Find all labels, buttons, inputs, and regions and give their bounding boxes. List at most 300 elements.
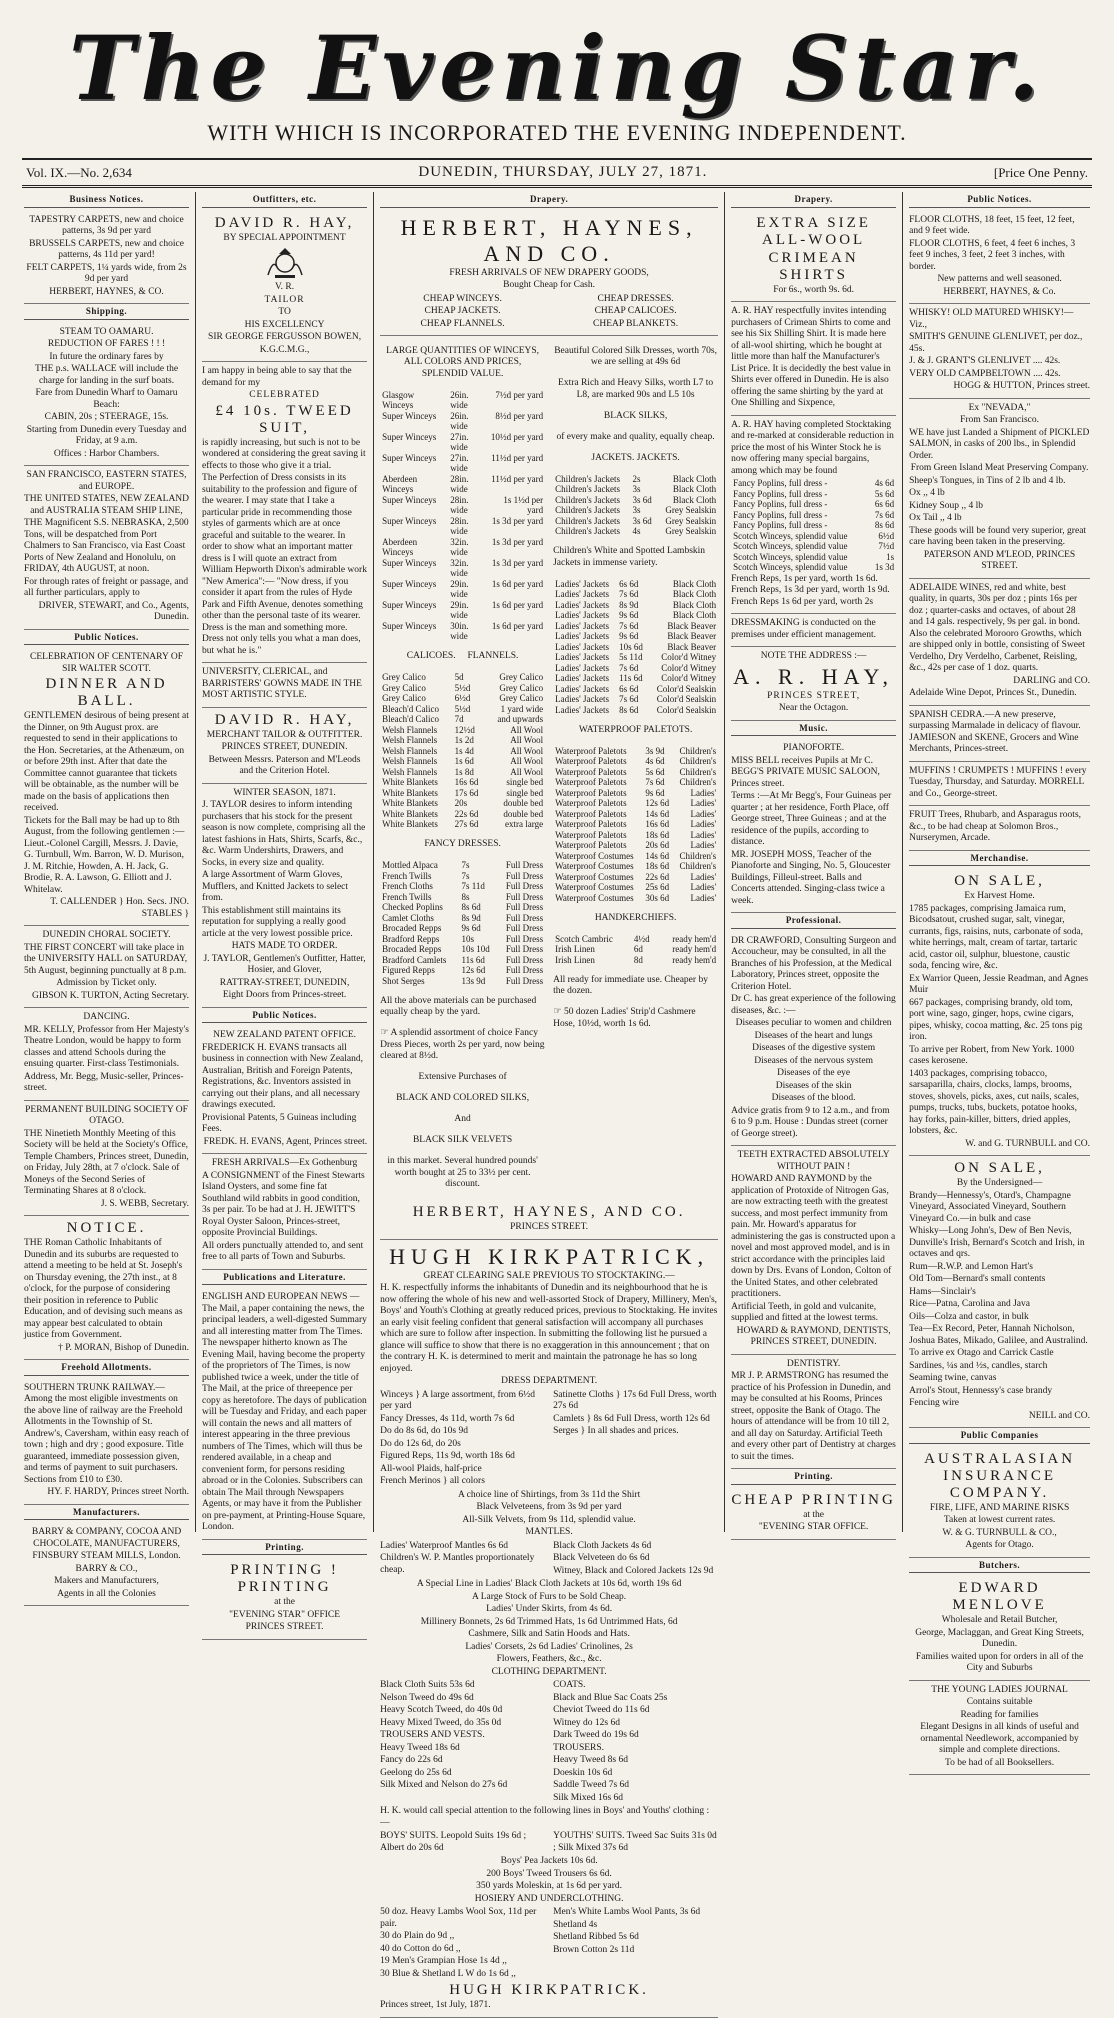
column-3 [374,192,725,2010]
table-cell: 1s 6d per yard [491,620,544,631]
ad-line: Black and Blue Sac Coats 25s [553,1692,668,1703]
table-cell: Checked Poplins [382,902,443,912]
table-cell: Full Dress [505,891,544,902]
table-cell: ready hem'd [672,954,717,965]
table-cell: 7d [454,714,464,724]
table-row [553,652,718,663]
table-cell: All Wool [510,756,544,766]
table-row [380,923,545,934]
ad-line: Men's White Lambs Wool Pants, 3s 6d [553,1907,701,1917]
ad-line: MUFFINS ! CRUMPETS ! MUFFINS ! every Tuesday, Thursday, and Saturday. MORRELL and Co., George-street. [909,765,1087,799]
ad-line: And [454,1114,471,1124]
table-cell: 25s 6d [645,882,670,892]
ad-line: BOYS' SUITS. Leopold Suits 19s 6d ; Albert do 20s 6d [380,1831,527,1853]
crawford-ad [731,932,896,1147]
table-cell: All Wool [510,766,544,777]
ad-line: J. TAYLOR, Gentlemen's Outfitter, Hatter, Hosier, and Glover, [203,953,366,975]
table-cell: ready hem'd [672,944,717,954]
ad-line: Whisky—Long John's, Dew of Ben Nevis, Dunville's Irish, Bernard's Scotch and Irish, in octaves and qrs. [909,1226,1085,1259]
boys-list [380,1830,718,1855]
table-cell: All Wool [510,724,544,735]
table-cell: 5s 6d [645,766,665,777]
table-cell: 8s 6d [874,520,895,530]
table-cell: 6½d [878,530,895,541]
table-cell: 11s 6d [461,954,485,965]
ad-line: Ladies' Corsets, 2s 6d Ladies' Crinolines, 2s [465,1641,633,1652]
table-row [553,798,718,809]
table-cell: Scotch Winceys, splendid value [733,562,848,572]
table-cell: Full Dress [505,944,544,954]
ad-line: ENGLISH AND EUROPEAN NEWS —The Mail, a paper containing the news, the principal leaders, a well-digested Summary and all interesting matter from The Times. The newspaper hitherto known as The Evening Mail, having become the property of the proprietors of The Times, is now published twice a week, under the title of The Mail, at the price of threepence per copy as heretofore. The days of publication will be Tuesday and Friday, and each paper will contain the news and all matters of interest appearing in the three previous numbers of The Times, which will thus be rendered available, in a cheap and convenient form, for persons residing abroad or in the Colonies. Subscribers can obtain The Mail through Newspapers Agents, or may have it from the Publisher on pre-payment, at Printing-House Square, London. [202,1292,367,1532]
column-1 [18,192,196,1599]
ad-line: NEW ZEALAND PATENT OFFICE. [213,1030,356,1040]
ad-line: Makers and Manufacturers, [54,1576,159,1586]
table-cell: Ladies' Jackets [555,620,609,631]
table-row [553,851,718,862]
butcher-ad [909,1576,1090,1681]
ad-line: Ladies' Under Skirts, from 4s 6d. [486,1604,613,1614]
table-cell: Children's Jackets [555,526,620,536]
table-row [380,860,545,871]
section-heading: Drapery. [380,194,718,208]
barry-ad [24,1523,189,1606]
ad-line: CLOTHING DEPARTMENT. [491,1666,607,1677]
san-francisco-ad [24,466,189,630]
table-row [380,600,545,621]
table-cell: Super Winceys [382,578,437,589]
table-row [553,600,718,611]
table-row [731,531,896,542]
ad-line: Address, Mr. Begg, Music-seller, Princes-street. [24,1071,184,1093]
table-row [380,955,545,966]
ad-line: Oils—Colza and castor, in bulk [909,1311,1029,1322]
table-row [553,893,718,904]
table-cell: 11½d per yard [491,473,544,484]
ad-line: PRINCES STREET. [245,1622,324,1632]
ad-line: Diseases peculiar to women and children [735,1018,892,1028]
ad-line: All ready for immediate use. Cheaper by the dozen. [553,974,708,996]
table-row [553,705,718,716]
table-cell: 1 yard wide [500,703,544,714]
table-cell: Super Winceys [382,431,437,442]
table-row [731,499,896,510]
table-cell: 3s 6d [632,494,652,505]
ad-line: Rum—R.W.P. and Lemon Hart's [909,1261,1033,1272]
table-row [380,704,545,715]
table-cell: Ladies' Jackets [555,652,609,662]
table-cell: 5s 11d [619,652,643,662]
table-cell: Black Beaver [667,631,717,641]
table-cell: Color'd Sealskin [656,683,717,694]
table-cell: Scotch Winceys, splendid value [733,530,848,541]
table-cell: 11s 6d [619,673,643,683]
ad-line: Agents in all the Colonies [57,1588,156,1599]
table-cell: 7s 6d [619,589,639,599]
table-row [380,965,545,976]
teeth-ad [731,1146,896,1355]
table-cell: Scotch Winceys, splendid value [733,551,848,562]
calicoes-heading: CALICOES. [406,651,456,661]
ad-line: HANDKERCHIEFS. [594,912,677,923]
ad-line: A Special Line in Ladies' Black Cloth Jackets at 10s 6d, worth 19s 6d [416,1579,682,1589]
ad-line: PATERSON AND M'LEOD, PRINCES STREET. [923,549,1076,571]
ad-line: A large Assortment of Warm Gloves, Mufflers, and Knitted Jackets to select from. [202,870,349,903]
ad-line: For through rates of freight or passage, and all further particulars, apply to [24,576,189,598]
ad-line: FRUIT Trees, Rhubarb, and Asparagus roots, &c., to be had cheap at Solomon Bros., Nurserymen, Arcade. [909,810,1082,843]
table-cell: Black Beaver [667,641,717,652]
ad-line: HERBERT, HAYNES, & CO. [49,286,164,297]
table-cell: Super Winceys [382,620,437,631]
ad-line: MANTLES. [525,1527,573,1537]
table-cell: Welsh Flannels [382,724,438,735]
table-row [380,495,545,516]
table-cell: Ladies' Jackets [555,641,609,652]
ad-line: All-wool Plaids, half-price [380,1463,482,1474]
ad-line: THE UNITED STATES, NEW ZEALAND and AUSTRALIA STEAM SHIP LINE, [24,494,190,516]
table-row [380,913,545,924]
ad-line: CHEAP JACKETS. [424,306,501,316]
ad-line: Silk Mixed 16s 6d [553,1792,624,1803]
table-row [553,673,718,684]
crimean-shirts-ad [731,211,896,303]
ad-line: TO [278,307,291,317]
table-cell: 18s 6d [645,829,670,840]
table-cell: 1s [886,551,895,562]
table-cell: 16s 6d [454,777,479,787]
ad-line: CRIMEAN SHIRTS [768,249,859,283]
table-cell: Scotch Winceys, splendid value [733,541,848,551]
ad-line: SMITH'S GENUINE GLENLIVET, per doz., 45s. [909,332,1083,354]
ad-line: CELEBRATED [249,390,320,400]
table-cell: Children's [679,861,717,871]
dressmaking-ad [731,614,896,647]
table-cell: 14s 6d [645,850,670,861]
table-row [380,798,545,809]
table-row [731,478,896,489]
ad-line: WINTER SEASON, 1871. [233,787,336,798]
table-row [553,955,718,966]
table-cell: Ladies' Jackets [555,610,609,620]
clothing-list [380,1679,718,1805]
ad-line: CHEAP WINCEYS. [423,293,502,304]
patent-office-ad [202,1026,367,1154]
table-cell: Color'd Sealskin [656,704,717,715]
table-cell: Children's [679,745,717,756]
ad-line: Cashmere, Silk and Satin Hoods and Hats. [468,1629,630,1639]
tweed-suit-ad [202,362,367,663]
table-cell: 29in. wide [450,599,469,620]
table-row [553,642,718,653]
ad-line: French Reps, 1s per yard, worth 1s 6d. French Reps, 1s 3d per yard, worth 1s 9d. French Reps 1s 6d per yard, worth 2s [731,573,890,607]
printing-ad [202,1558,367,1640]
gowns-ad [202,663,367,708]
table-row [380,672,545,683]
section-heading: Publications and Literature. [202,1272,367,1286]
section-heading: Music. [731,723,896,737]
ad-line: Witney, Black and Colored Jackets 12s 9d [553,1565,714,1576]
table-cell: Color'd Witney [661,652,717,662]
table-cell: Waterproof Costumes [555,892,634,903]
table-cell: 7s 6d [645,777,665,787]
table-cell: 10s [461,933,475,944]
table-cell: 29in. wide [450,578,469,599]
table-cell: 3s 6d [632,515,652,526]
table-row [553,819,718,830]
table-cell: 32in. wide [450,536,469,557]
table-row [380,516,545,537]
table-cell: Color'd Sealskin [656,694,717,704]
table-cell: Bleach'd Calico [382,703,439,714]
table-row [380,432,545,453]
herbert-haynes-signature [380,1200,718,1240]
flannels-heading: FLANNELS. [467,651,519,661]
table-cell: Ladies' Jackets [555,599,609,610]
ad-line: George, Maclaggan, and Great King Streets, Dunedin. [915,1627,1084,1649]
table-cell: Ladies' [690,819,717,829]
table-cell: Super Winceys [382,410,437,421]
whisky-ad [909,304,1090,399]
table-cell: Grey Sealskin [665,526,717,536]
section-heading: Merchandise. [909,853,1090,867]
ad-line: DUNEDIN CHORAL SOCIETY. [42,930,171,940]
ad-line: at the [803,1509,825,1520]
table-row [380,809,545,820]
ad-line: TROUSERS. [553,1742,605,1753]
ad-line: of every make and quality, equally cheap. [556,431,715,442]
ad-line: Brown Cotton 2s 11d [553,1944,635,1955]
section-heading: Public Notices. [909,194,1090,208]
table-cell: Fancy Poplins, full dress - [733,488,828,499]
cheap-list [380,293,718,332]
section-heading: Printing. [202,1542,367,1556]
table-cell: White Blankets [382,819,438,829]
ad-line: Boys' Pea Jackets 10s 6d. [500,1856,598,1866]
ad-line: PERMANENT BUILDING SOCIETY OF OTAGO. [25,1104,188,1126]
taylor-ad [202,784,367,1008]
ad-line: Tickets for the Ball may be had up to 8th August, from the following gentlemen :— Lieut.-Colonel Cargill, Messrs. J. Davie, G. Turnbull, Wm. Barron, W. D. Murison, J. M. Ritchie, Howden, A. H. Jack, G. Brodie, R. A. Lawson, G. Elliott and J. Whitelaw. [24,815,185,895]
ad-line: Hams—Sinclair's [909,1286,976,1297]
table-cell: 28in. wide [450,473,469,494]
ad-line: Saddle Tweed 7s 6d [553,1780,630,1790]
ad-line: DRESSMAKING is conducted on the premises under efficient management. [731,618,877,640]
ad-line: 30 Blue & Shetland L W do 1s 6d ,, [380,1968,516,1979]
ad-line [380,651,545,663]
table-row [380,537,545,558]
table-row [553,944,718,955]
table-cell: Grey Calico [382,672,426,682]
table-cell: Waterproof Paletots [555,829,627,840]
table-cell: Super Winceys [382,599,437,610]
table-cell: 6d [633,944,643,954]
table-cell: Welsh Flannels [382,766,438,777]
ad-line: Offices : Harbor Chambers. [53,448,160,459]
table-cell: 7s 6d [619,662,639,673]
ad-line: FRESH ARRIVALS—Ex Gothenburg [211,1158,358,1168]
price-table [380,860,545,986]
ad-line: Do do 12s 6d, do 20s [380,1438,461,1449]
table-row [380,735,545,746]
table-row [380,777,545,788]
table-cell: Black Beaver [667,620,717,631]
table-cell: Full Dress [505,923,544,933]
ad-line: Witney do 12s 6d [553,1717,620,1728]
table-cell: Full Dress [505,881,544,891]
table-row [553,872,718,883]
table-cell: 9s 6d [461,923,481,933]
table-cell: Welsh Flannels [382,756,438,766]
table-cell: 32in. wide [450,557,469,578]
section-heading: Public Companies [909,1430,1090,1444]
table-cell: French Twills [382,891,432,902]
table-cell: Full Dress [505,870,544,881]
table-cell: 4s 6d [874,478,895,488]
table-cell: Children's [679,850,717,861]
ad-line: FRESH ARRIVALS OF NEW DRAPERY GOODS, [449,267,649,278]
column-5 [903,192,1096,1768]
table-cell: Ladies' [690,787,717,798]
table-cell: 5½d [454,703,471,714]
table-cell: Black Cloth [672,473,717,484]
ad-line: These goods will be found very superior, great care having been taken in the preserving. [909,525,1087,547]
table-cell: Waterproof Costumes [555,882,634,892]
ad-line: Provisional Patents, 5 Guineas including Fees. [202,1112,357,1134]
table-cell: Grey Calico [499,672,544,682]
table-cell: Waterproof Paletots [555,808,627,819]
table-cell: Brocaded Repps [382,923,442,933]
ad-line: Ox ,, 4 lb [909,488,945,498]
table-cell: Children's Jackets [555,473,620,484]
column-2 [196,192,374,1632]
ad-line: W. and G. TURNBULL and CO. [965,1138,1090,1149]
table-cell: Shot Serges [382,975,425,986]
ad-line: A CONSIGNMENT of the Finest Stewarts Island Oysters, and some fine fat Southland wild rabbits in good condition, 3s per pair. To be had at J. H. JEWITT'S Royal Oyster Saloon, Princes-street, opposite Provincial Buildings. [202,1170,365,1238]
table-row [553,809,718,820]
ad-line: Diseases of the eye [777,1068,851,1078]
table-row [553,840,718,851]
table-row [553,516,718,527]
ad-line: Fare from Dunedin Wharf to Oamaru Beach: [35,388,178,410]
ad-line: DINNER AND BALL. [45,676,168,709]
price-table [731,478,896,573]
table-cell: Camlet Cloths [382,912,434,923]
ad-line: TAPESTRY CARPETS, new and choice patterns, 3s 9d per yard [29,214,184,236]
table-cell: 27in. wide [450,452,469,473]
pianoforte-ad [731,739,896,913]
ad-line: Near the Octagon. [778,703,849,713]
table-cell: Irish Linen [555,944,595,954]
ad-line: VERY OLD CAMPBELTOWN .... 42s. [909,368,1061,379]
ad-line: THE Roman Catholic Inhabitants of Dunedin and its suburbs are requested to attend a meeting to be held at St. Joseph's on Thursday evening, the 27th inst., at 8 o'clock, for the purpose of considering their position in reference to Public Education, and of devising such means as may appear best calculated to obtain justice from Government. [24,1238,183,1340]
ad-line: Bought Cheap for Cash. [503,280,595,290]
table-cell: Waterproof Paletots [555,777,627,787]
ad-line: Contains suitable [966,1697,1033,1707]
dentistry-ad [731,1355,896,1470]
table-cell: French Cloths [382,881,433,891]
section-heading: Public Notices. [202,1010,367,1024]
table-row [553,579,718,590]
table-row [380,976,545,987]
drapery-tables [380,336,718,1200]
table-cell: Bleach'd Calico [382,714,439,724]
ad-line: HOSIERY AND UNDERCLOTHING. [474,1893,624,1904]
table-row [553,663,718,674]
table-cell: 27s 6d [454,819,479,829]
table-cell: 30in. wide [450,620,469,641]
ad-line: A. R. HAY respectfully invites intending purchasers of Crimean Shirts to come and see his Six Shilling Shirt. It is made here of all-wool shirting, which he bought at little more than half the Manufacturer's List Price. It is decidedly the best value in Shirts ever offered in Dunedin. He is also offering the same shirting by the yard at One Shilling and Sixpence, [731,306,891,408]
ad-line: HUGH KIRKPATRICK. [449,1982,649,1998]
table-cell: 26in. wide [450,389,469,410]
table-cell: 3s [632,505,641,515]
ad-line: DRESS DEPARTMENT. [501,1376,598,1386]
table-cell: 6s 6d [619,683,639,694]
price-table [380,672,545,830]
ad-line: BRUSSELS CARPETS, new and choice patterns, 4s 11d per yard! [29,238,184,260]
ad-line: Black Velveteens, from 3s 9d per yard [476,1502,622,1512]
section-heading: Shipping. [24,306,189,320]
ladies-journal-ad [909,1681,1090,1776]
ad-line: Kidney Soup ,, 4 lb [909,500,984,511]
table-cell: Waterproof Paletots [555,798,627,808]
table-cell: French Twills [382,870,432,881]
table-cell: 8s 9d [461,912,481,923]
table-cell: 7s [461,870,470,881]
table-cell: White Blankets [382,777,438,787]
table-cell: Grey Calico [382,682,426,693]
table-cell: Full Dress [505,902,544,912]
table-cell: Fancy Poplins, full dress - [733,520,828,530]
ad-line: TROUSERS AND VESTS. [380,1730,485,1740]
table-row [380,819,545,830]
table-cell: Irish Linen [555,954,595,965]
issue-date: DUNEDIN, THURSDAY, JULY 27, 1871. [418,164,708,180]
ad-line: BARRY & CO., [75,1563,138,1574]
table-cell: Grey Calico [382,693,426,703]
table-row [553,474,718,485]
table-cell: Super Winceys [382,494,437,505]
table-cell: 3s 9d [645,745,665,756]
ad-line: 350 yards Moleskin, at 1s 6d per yard. [476,1881,623,1891]
table-cell: 7s 6d [874,509,895,520]
ad-line: MR J. P. ARMSTRONG has resumed the practice of his Profession in Dunedin, and may be consulted at his Rooms, Princes street, opposite the Bank of Otago. The hours of attendance will be from 10 till 2, and all day on Saturday. Artificial Teeth and every other part of Dentistry at charges to suit the times. [731,1371,896,1462]
ad-line: Heavy Mixed Tweed, do 35s 0d [380,1717,502,1728]
table-cell: 12s 6d [461,965,486,975]
ad-line: THE YOUNG LADIES JOURNAL [931,1684,1068,1695]
ad-line: HATS MADE TO ORDER. [231,941,338,951]
ad-line: To be had of all Booksellers. [945,1757,1055,1768]
adelaide-wines-ad [909,579,1090,706]
ad-line: "EVENING STAR" OFFICE [229,1609,341,1620]
table-cell: 1s 3d per yard [491,515,544,526]
table-cell: ready hem'd [672,933,717,944]
ad-line: PRINCES STREET, [767,690,861,701]
table-cell: 5d [454,672,464,682]
table-cell: 8s 6d [619,704,639,715]
ad-line: Do do 8s 6d, do 10s 9d [380,1426,468,1436]
carpets-ad [24,211,189,305]
section-heading: Outfitters, etc. [202,194,367,208]
ad-line: DAVID R. HAY, [214,214,355,231]
table-row [553,505,718,516]
table-cell: Brocaded Repps [382,944,442,954]
table-cell: White Blankets [382,808,438,819]
ad-line: HERBERT, HAYNES, & Co. [943,286,1056,297]
ad-line: THE FIRST CONCERT will take place in the UNIVERSITY HALL on SATURDAY, 5th August, beginning punctually at 8 p.m. [24,942,188,976]
table-row [553,694,718,705]
ad-line: Ox Tail ,, 4 lb [909,513,962,523]
table-cell: Grey Sealskin [665,505,717,515]
ad-line: Camlets } 8s 6d Full Dress, worth 12s 6d [553,1413,710,1424]
ad-line: "EVENING STAR OFFICE. [758,1522,869,1532]
